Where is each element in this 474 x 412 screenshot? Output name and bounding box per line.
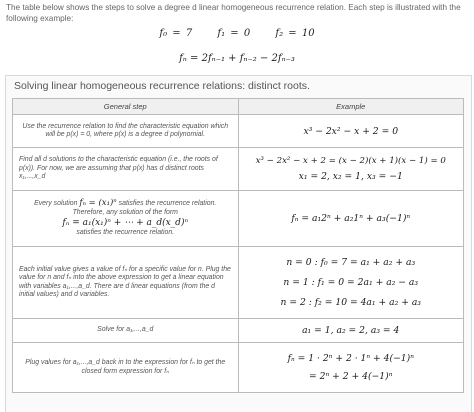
initial-value-f0: f₀ = 7 (159, 28, 193, 39)
example-definitions (0, 24, 474, 68)
table-row (13, 319, 464, 343)
example-math: a₁ = 1, a₂ = 2, a₃ = 4 (302, 325, 400, 336)
step-math: fₙ = (x₁)ⁿ (79, 198, 117, 209)
table-row (13, 115, 464, 148)
panel-title: Solving linear homogeneous recurrence relations: distinct roots. (14, 80, 310, 92)
step-text: Find all d solutions to the characteristic equation (i.e., the roots of p(x)). For now, we are assuming that p(x) has d distinct roots x₁,...,x_d (13, 148, 239, 191)
steps-table (12, 98, 464, 393)
intro-text: The table below shows the steps to solve a degree d linear homogeneous recurrence relation. Each step is illustrated with the following example: (6, 3, 461, 23)
step-math: fₙ = a₁(x₁)ⁿ + ⋯ + a_d(x_d)ⁿ (62, 218, 189, 228)
step-text: Use the recurrence relation to find the characteristic equation which will be p(x) = 0, where p(x) is a degree d polynomial. (13, 115, 239, 148)
table-header-row (13, 99, 464, 115)
header-example: Example (238, 99, 464, 115)
step-text: Therefore, any solution of the form (72, 208, 178, 216)
table-row (13, 247, 464, 319)
step-text: Every solution (34, 200, 78, 208)
example-math: = 2ⁿ + 2 + 4(−1)ⁿ (309, 371, 393, 382)
step-text: Each initial value gives a value of fₙ for a specific value for n. Plug the value for n and fₙ into the above expression to get a linear equation with variables a₁,...,a_d. There are d linear equations (from the d initial values) and d variables. (13, 247, 239, 319)
example-math: x³ − 2x² − x + 2 = (x − 2)(x + 1)(x − 1) = 0 (255, 156, 446, 166)
example-math: n = 1 : f₁ = 0 = 2a₁ + a₂ − a₃ (283, 277, 419, 288)
example-math: fₙ = 1 · 2ⁿ + 2 · 1ⁿ + 4(−1)ⁿ (287, 353, 414, 364)
initial-value-f2: f₂ = 10 (275, 28, 315, 39)
example-math: x³ − 2x² − x + 2 = 0 (303, 125, 399, 137)
step-text: satisfies the recurrence relation. (76, 229, 175, 237)
step-text: Solve for a₁,...,a_d (13, 319, 239, 343)
table-row (13, 343, 464, 393)
step-text: Plug values for a₁,...,a_d back in to the expression for fₙ to get the closed form expression for fₙ (13, 343, 239, 393)
recurrence-relation: fₙ = 2fₙ₋₁ + fₙ₋₂ − 2fₙ₋₃ (179, 53, 295, 64)
steps-panel (5, 75, 472, 412)
example-math: fₙ = a₁2ⁿ + a₂1ⁿ + a₃(−1)ⁿ (291, 213, 411, 224)
example-math: n = 2 : f₂ = 10 = 4a₁ + a₂ + a₃ (280, 297, 421, 308)
table-row (13, 191, 464, 247)
step-text: satisfies the recurrence relation. (118, 200, 217, 208)
example-math: x₁ = 2, x₂ = 1, x₃ = −1 (298, 171, 403, 182)
initial-value-f1: f₁ = 0 (217, 28, 251, 39)
table-row (13, 148, 464, 191)
example-math: n = 0 : f₀ = 7 = a₁ + a₂ + a₃ (286, 257, 416, 268)
step-cell (13, 191, 239, 247)
header-general-step: General step (13, 99, 239, 115)
